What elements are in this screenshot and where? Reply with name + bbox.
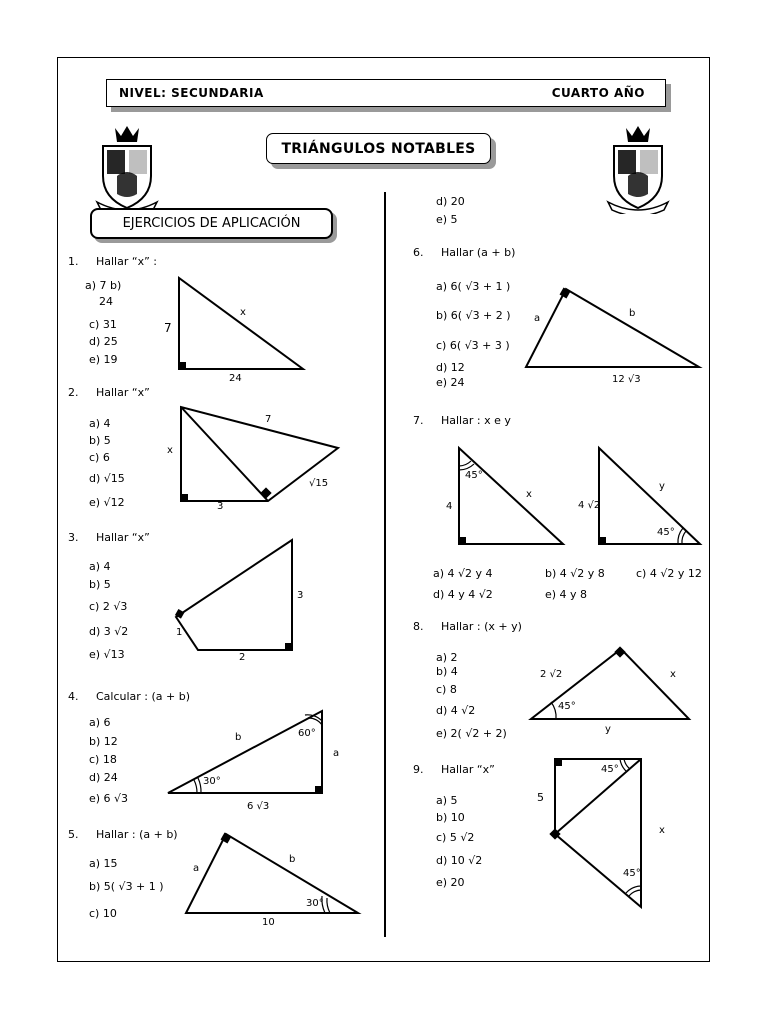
right-angle-mark (285, 643, 292, 650)
option: d) 24 (89, 771, 118, 784)
angle-arc (624, 759, 630, 769)
figure-label: 60° (298, 728, 316, 739)
option: c) 6( √3 + 3 ) (436, 339, 510, 352)
option: e) 20 (436, 876, 465, 889)
option: d) 25 (89, 335, 118, 348)
right-angle-mark (599, 537, 606, 544)
option: e) 19 (89, 353, 118, 366)
option: d) 10 √2 (436, 854, 483, 867)
option: e) √13 (89, 648, 125, 661)
figure-label: 7 (265, 414, 272, 425)
problem5-triangle (186, 834, 358, 913)
option: c) 2 √3 (89, 600, 128, 613)
angle-arc (629, 890, 641, 896)
problem-number: 8. (413, 620, 424, 633)
problem-prompt: Hallar : x e y (440, 414, 511, 427)
problem-prompt: Hallar “x” (95, 531, 150, 544)
figure-label: 45° (657, 527, 675, 538)
figure-label: x (526, 489, 532, 500)
option: d) 4 y 4 √2 (433, 588, 493, 601)
figure-label: b (235, 732, 242, 743)
grade-label: CUARTO AÑO (551, 86, 645, 100)
figure-label: 4 (446, 501, 453, 512)
option: c) 10 (89, 907, 117, 920)
figure-label: b (629, 308, 636, 319)
figure-label: 45° (465, 470, 483, 481)
figure-label: 6 √3 (247, 801, 270, 812)
option: d) 20 (436, 195, 465, 208)
option: 24 (99, 295, 113, 308)
problem-prompt: Hallar : (x + y) (440, 620, 522, 633)
figure-label: y (605, 724, 611, 735)
figure-label: a (534, 313, 541, 324)
level-label: NIVEL: SECUNDARIA (119, 86, 264, 100)
option: b) 4 (436, 665, 458, 678)
angle-arc (551, 702, 556, 719)
angle-arc (682, 531, 686, 544)
figure-label: 2 √2 (540, 669, 563, 680)
option: a) 6( √3 + 1 ) (436, 280, 511, 293)
figure-label: 12 √3 (612, 374, 641, 385)
figure-label: 45° (601, 764, 619, 775)
right-angle-mark (555, 759, 562, 766)
problem-number: 2. (68, 386, 79, 399)
right-angle-mark (614, 646, 625, 657)
right-angle-mark (315, 786, 322, 793)
problem9-figure (555, 759, 641, 907)
option: d) √15 (89, 472, 125, 485)
option: a) 15 (89, 857, 118, 870)
angle-arc (198, 778, 201, 793)
figure-label: a (193, 863, 200, 874)
figure-label: 5 (537, 791, 544, 804)
figure-label: 45° (558, 701, 576, 712)
figure-label: x (167, 445, 173, 456)
problem-number: 7. (413, 414, 424, 427)
figure-label: x (670, 669, 676, 680)
figure-label: a (333, 748, 340, 759)
option: c) 8 (436, 683, 457, 696)
figure-label: 3 (217, 501, 224, 512)
problem-prompt: Hallar “x” (440, 763, 495, 776)
angle-arc (194, 780, 197, 793)
option: e) 24 (436, 376, 465, 389)
option: b) 5 (89, 434, 111, 447)
option: c) 4 √2 y 12 (636, 567, 702, 580)
figure-label: 10 (262, 917, 275, 928)
option: d) 12 (436, 361, 465, 374)
option: b) 5( √3 + 1 ) (89, 880, 164, 893)
problem-prompt: Hallar “x” (95, 386, 150, 399)
problem7-triangle-left (459, 448, 563, 544)
figure-label: x (659, 825, 665, 836)
figure-label: 4 √2 (578, 500, 601, 511)
option: e) √12 (89, 496, 125, 509)
problem-prompt: Hallar (a + b) (440, 246, 516, 259)
problem-number: 6. (413, 246, 424, 259)
option: a) 2 (436, 651, 458, 664)
option: e) 5 (436, 213, 458, 226)
option: e) 2( √2 + 2) (436, 727, 507, 740)
problem-number: 3. (68, 531, 79, 544)
problem4-triangle (168, 711, 322, 793)
option: c) 31 (89, 318, 117, 331)
option: b) 4 √2 y 8 (545, 567, 605, 580)
option: a) 6 (89, 716, 111, 729)
problem3-figure (176, 540, 292, 650)
option: d) 3 √2 (89, 625, 129, 638)
problem-number: 4. (68, 690, 79, 703)
problem1-triangle (179, 278, 303, 369)
figure-label: 3 (297, 590, 304, 601)
figure-label: 30° (306, 898, 324, 909)
option: a) 7 b) (85, 279, 122, 292)
option: c) 6 (89, 451, 110, 464)
option: c) 18 (89, 753, 117, 766)
figure-label: 45° (623, 868, 641, 879)
figure-label: 24 (229, 373, 242, 384)
problem7-triangle-right (599, 448, 700, 544)
option: b) 12 (89, 735, 118, 748)
option: a) 5 (436, 794, 458, 807)
figure-label: 7 (164, 321, 172, 335)
problem-number: 5. (68, 828, 79, 841)
section-heading: EJERCICIOS DE APLICACIÓN (90, 208, 333, 239)
angle-arc (327, 898, 330, 913)
option: a) 4 (89, 417, 111, 430)
option: c) 5 √2 (436, 831, 475, 844)
problem-prompt: Hallar “x” : (95, 255, 157, 268)
option: b) 5 (89, 578, 111, 591)
problem-prompt: Calcular : (a + b) (95, 690, 191, 703)
angle-arc (620, 759, 627, 772)
option: b) 10 (436, 811, 465, 824)
right-angle-mark (459, 537, 466, 544)
problem6-triangle (526, 289, 699, 367)
figure-label: y (659, 481, 665, 492)
figure-label: x (240, 307, 246, 318)
figure-label: 2 (239, 652, 246, 663)
option: e) 6 √3 (89, 792, 129, 805)
figure-label: 1 (176, 627, 183, 638)
figure-label: 30° (203, 776, 221, 787)
figure-label: b (289, 854, 296, 865)
right-angle-mark (179, 362, 186, 369)
option: d) 4 √2 (436, 704, 476, 717)
problem-number: 9. (413, 763, 424, 776)
problem-number: 1. (68, 255, 79, 268)
page-title: TRIÁNGULOS NOTABLES (266, 133, 491, 164)
figure-label: √15 (309, 478, 329, 489)
option: a) 4 √2 y 4 (433, 567, 493, 580)
angle-arc (459, 461, 471, 466)
option: e) 4 y 8 (545, 588, 588, 601)
option: b) 6( √3 + 2 ) (436, 309, 511, 322)
right-angle-mark (260, 487, 271, 498)
right-angle-mark (181, 494, 188, 501)
option: a) 4 (89, 560, 111, 573)
problem-prompt: Hallar : (a + b) (95, 828, 178, 841)
